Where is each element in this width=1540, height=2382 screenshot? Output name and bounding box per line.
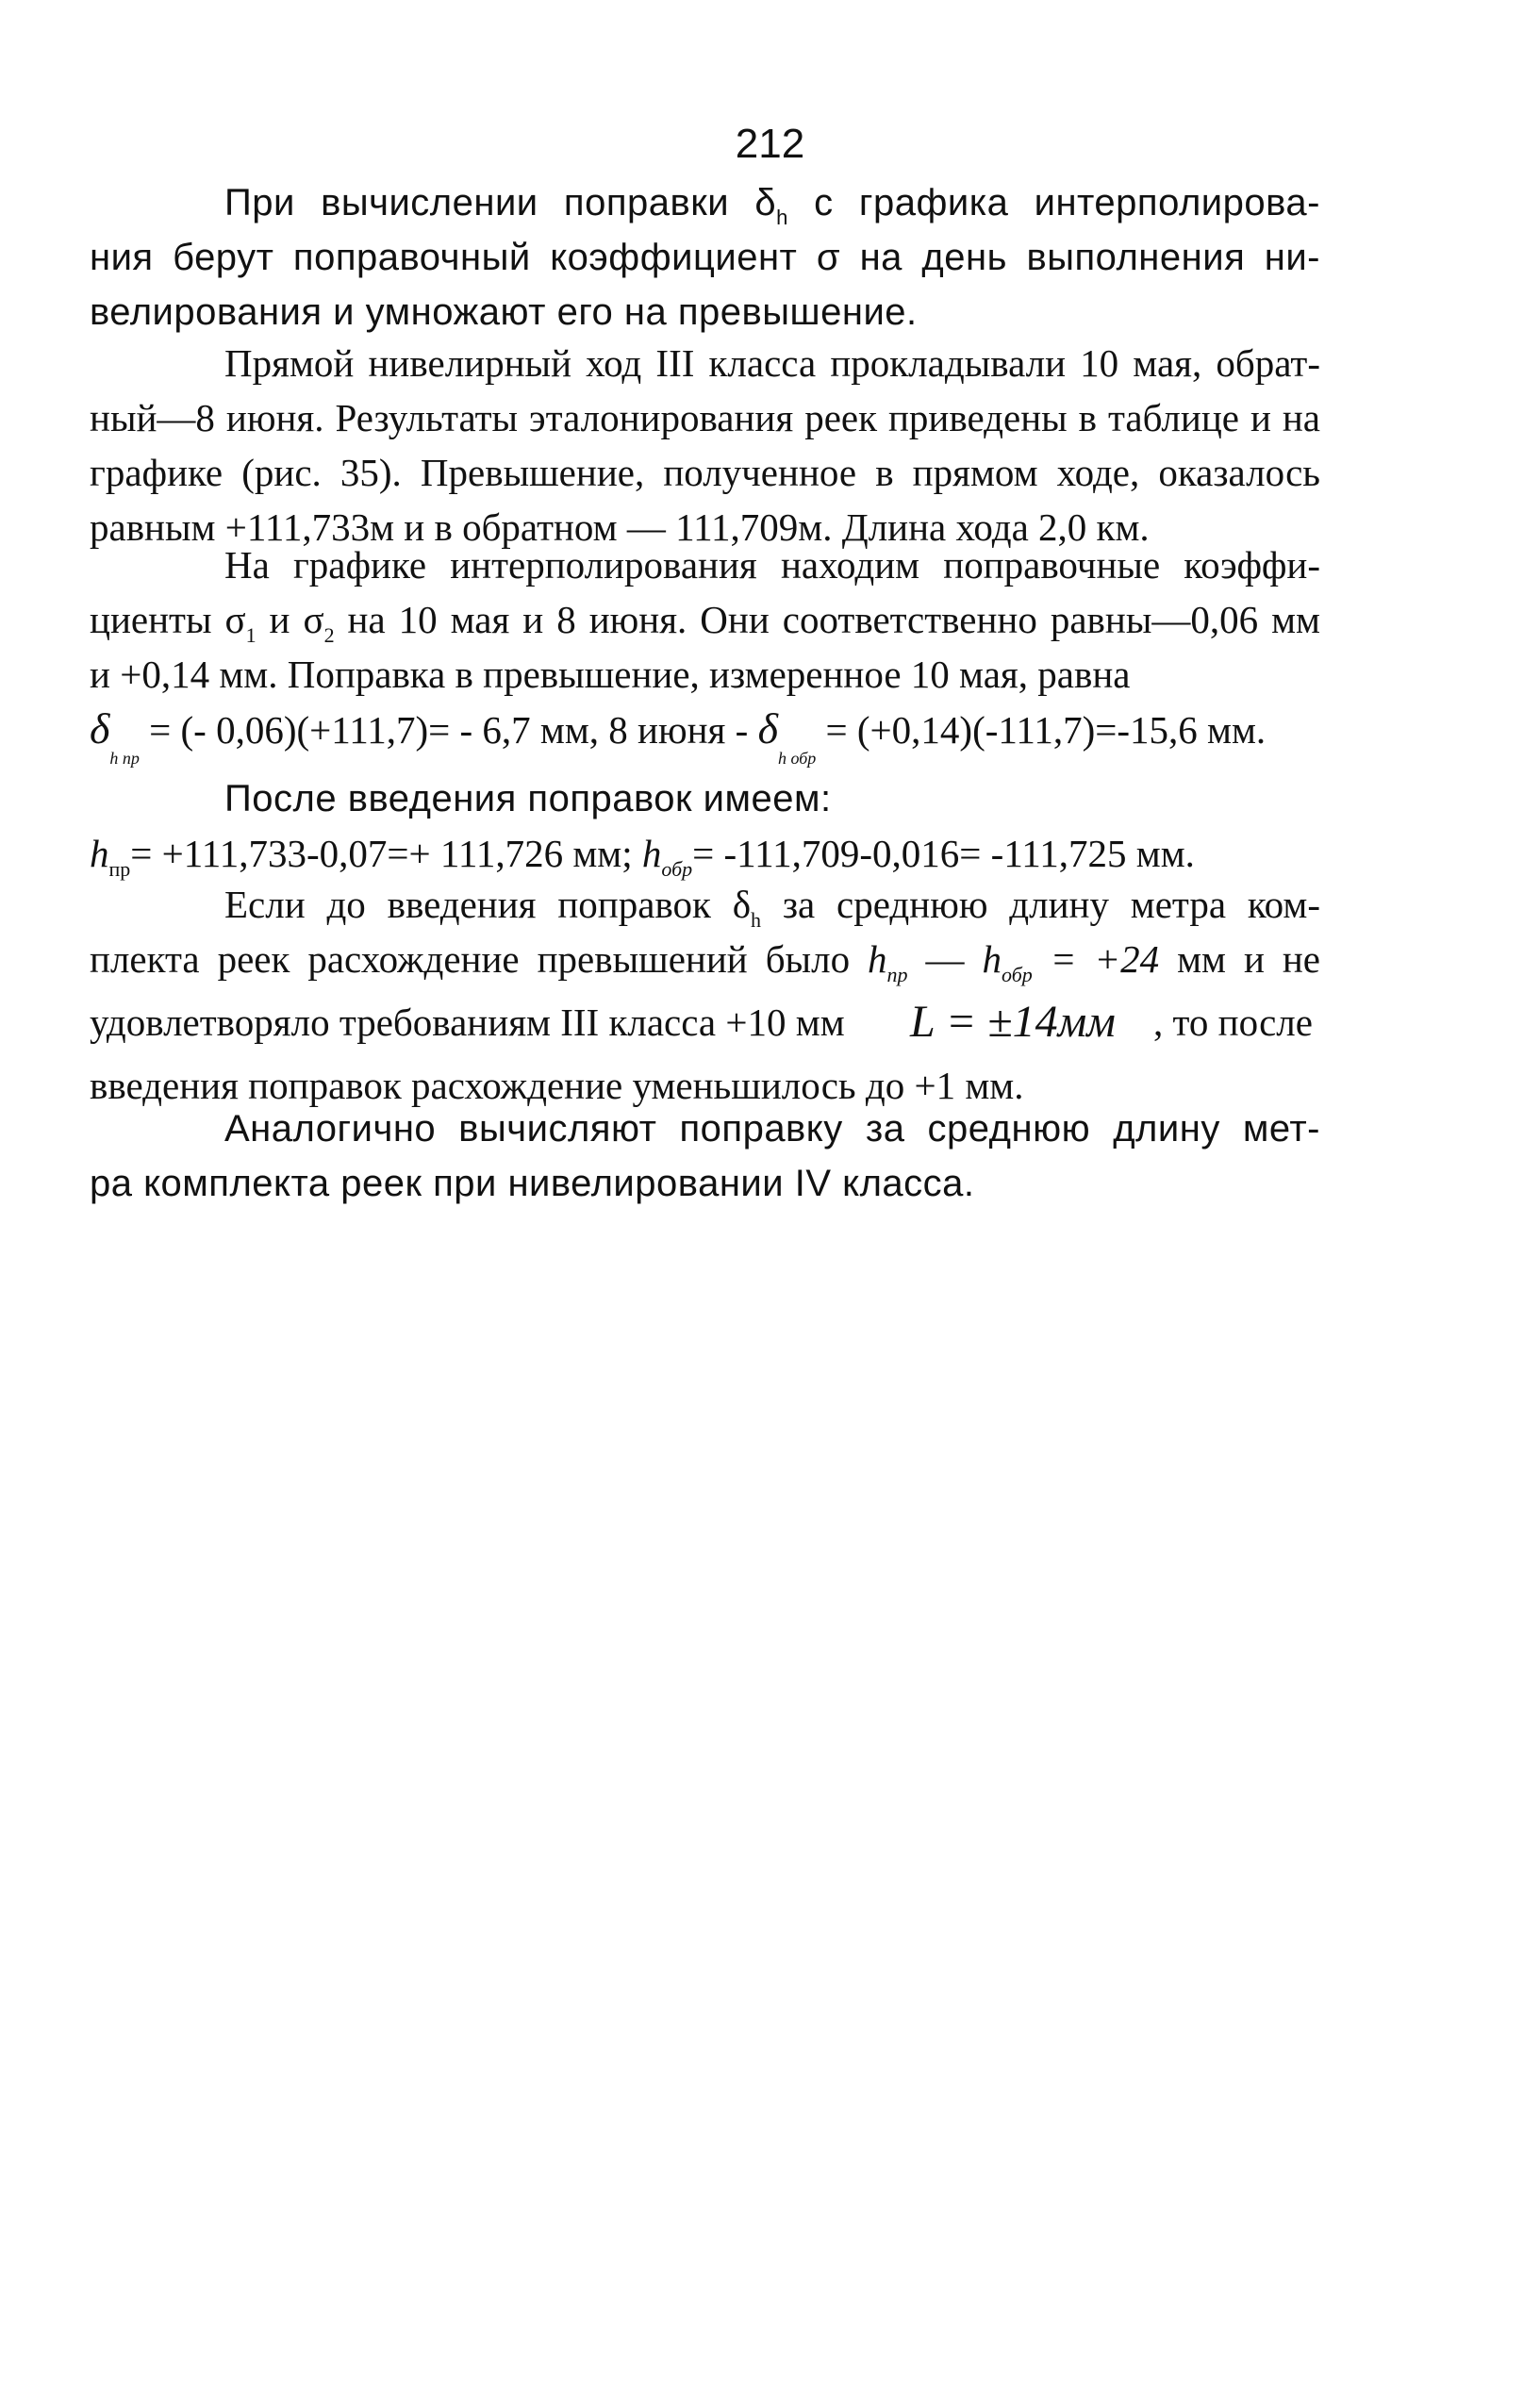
formula-text: = (- 0,06)(+111,7)= - 6,7 мм, 8 июня -	[139, 708, 758, 752]
text-line: введения поправок расхождение уменьшилось до +1 мм.	[90, 1064, 1024, 1107]
subscript: h обр	[777, 749, 817, 768]
text-span: , то после	[1153, 1001, 1313, 1044]
h-symbol: h	[641, 832, 662, 875]
delta-symbol: δ	[757, 704, 778, 753]
subscript: 1	[245, 623, 257, 647]
delta-symbol: δ	[90, 704, 110, 753]
text-span: При вычислении поправки δ	[224, 182, 777, 223]
subscript: обр	[661, 857, 693, 881]
paragraph-2	[90, 336, 1320, 554]
math-expression: L = ±14мм	[910, 997, 1116, 1047]
text-line: После введения поправок имеем:	[224, 778, 832, 819]
paragraph-3	[90, 538, 1320, 768]
subscript: 2	[323, 623, 335, 647]
formula-text: = (+0,14)(-111,7)=-15,6 мм.	[816, 708, 1267, 752]
text-line	[90, 175, 1320, 230]
text-span: = -111,709-0,016= -111,725 мм.	[692, 832, 1195, 875]
text-span: с графика интерполирова-	[787, 182, 1320, 223]
text-line: ния берут поправочный коэффициент σ на день выполнения ни-	[90, 237, 1320, 278]
text-line: велирования и умножают его на превышение.	[90, 291, 918, 333]
text-span: мм и не	[1159, 937, 1320, 981]
text-span: Если до введения поправок δ	[224, 883, 752, 926]
text-line: и +0,14 мм. Поправка в превышение, измеренное 10 мая, равна	[90, 653, 1131, 696]
text-span: —	[907, 937, 983, 981]
text-line: Аналогично вычисляют поправку за среднюю длину мет-	[224, 1108, 1320, 1150]
paragraph-1	[90, 175, 1320, 339]
text-span: = +111,733-0,07=+ 111,726 мм;	[130, 832, 642, 875]
subscript: h пр	[109, 749, 140, 768]
h-symbol: h	[90, 832, 109, 875]
text-span: и σ	[256, 598, 324, 641]
page-number: 212	[735, 121, 805, 167]
subscript: h	[751, 908, 762, 932]
subscript: обр	[1002, 963, 1033, 986]
text-line: графике (рис. 35). Превышение, полученное в прямом ходе, оказалось	[90, 451, 1320, 494]
text-line	[90, 877, 1320, 932]
text-span: плекта реек расхождение превышений было	[90, 937, 869, 981]
text-line	[90, 826, 1320, 881]
subscript: пр	[886, 963, 908, 986]
text-line	[90, 986, 1320, 1058]
text-span: циенты σ	[90, 598, 246, 641]
text-line	[90, 932, 1320, 986]
text-span: на 10 мая и 8 июня. Они соответственно равны—0,06 мм	[334, 598, 1320, 641]
h-symbol: h	[868, 937, 887, 981]
text-span: = +24	[1032, 937, 1160, 981]
subscript: пр	[108, 857, 131, 881]
subscript: h	[776, 206, 788, 229]
text-span: удовлетворяло требованиям III класса +10 мм	[90, 1001, 845, 1044]
formula-line	[90, 702, 1320, 768]
text-line: Прямой нивелирный ход III класса прокладывали 10 мая, обрат-	[224, 341, 1320, 385]
h-symbol: h	[982, 937, 1002, 981]
text-line: ра комплекта реек при нивелировании IV класса.	[90, 1163, 975, 1204]
paragraph-5	[90, 877, 1320, 1113]
text-line	[90, 592, 1320, 647]
text-line: равным +111,733м и в обратном — 111,709м. Длина хода 2,0 км.	[90, 505, 1150, 549]
text-line: ный—8 июня. Результаты эталонирования реек приведены в таблице и на	[90, 396, 1320, 439]
paragraph-6	[90, 1101, 1320, 1211]
paragraph-4	[90, 771, 1320, 881]
text-line: На графике интерполирования находим поправочные коэффи-	[224, 543, 1320, 587]
text-span: за среднюю длину метра ком-	[761, 883, 1320, 926]
